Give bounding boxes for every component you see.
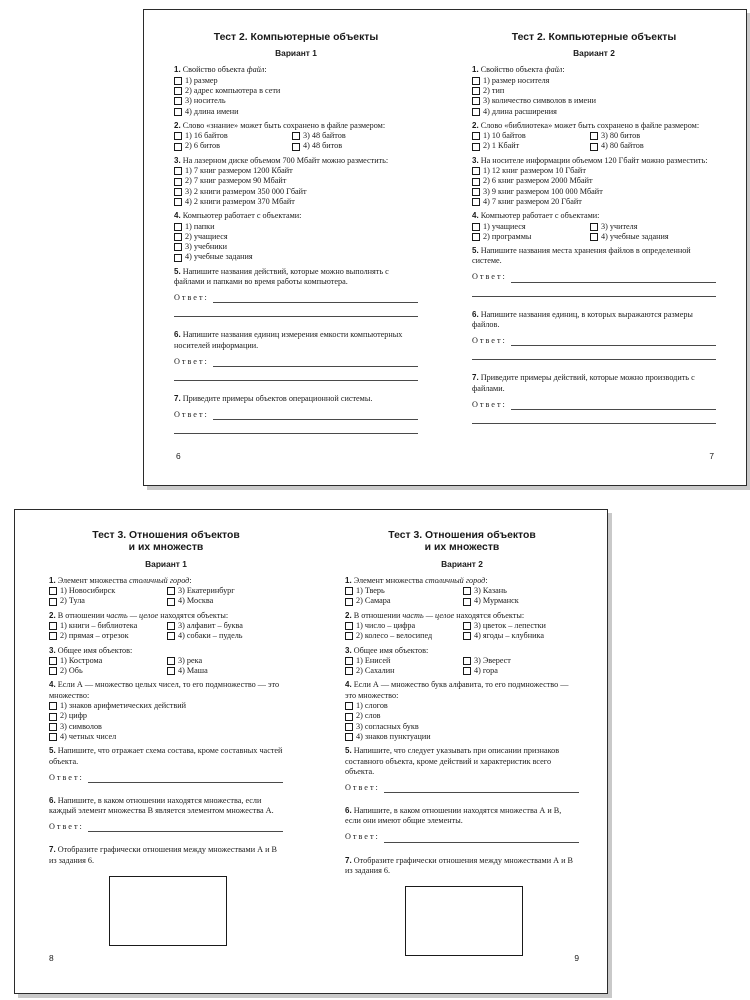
question-text: 6. Напишите названия единиц, в которых выражаются размеры файлов. (472, 309, 693, 330)
option[interactable]: 1) папки (174, 222, 418, 232)
option[interactable]: 3) 9 книг размером 100 000 Мбайт (472, 187, 716, 197)
checkbox[interactable] (472, 132, 480, 140)
option[interactable]: 1) знаков арифметических действий (49, 701, 283, 711)
question-2 (472, 121, 716, 152)
option[interactable]: 4) четных чисел (49, 732, 283, 742)
question-text: 4. Компьютер работает с объектами: (174, 211, 302, 221)
question-text: 1. Элемент множества столичный город: (49, 575, 192, 585)
option[interactable]: 3) цветок – лепестки (463, 621, 579, 631)
answer-label: Ответ: (49, 822, 84, 832)
question-7 (472, 373, 716, 424)
checkbox[interactable] (472, 87, 480, 95)
question-4 (345, 680, 579, 742)
question-6 (472, 310, 716, 361)
option[interactable]: 1) размер (174, 76, 418, 86)
answer-line[interactable] (384, 835, 579, 843)
checkbox[interactable] (174, 77, 182, 85)
option[interactable]: 2) 7 книг размером 90 Мбайт (174, 176, 418, 186)
option[interactable]: 4) ягоды – клубника (463, 631, 579, 641)
checkbox[interactable] (174, 198, 182, 206)
answer-line[interactable] (384, 785, 579, 793)
checkbox[interactable] (174, 254, 182, 262)
option[interactable]: 2) тип (472, 86, 716, 96)
answer-line[interactable] (511, 402, 716, 410)
option[interactable]: 4) учебные задания (174, 252, 418, 262)
page-number: 7 (709, 451, 714, 461)
question-text: 3. На лазерном диске объемом 700 Мбайт можно разместить: (174, 155, 389, 165)
test3-spread (14, 509, 608, 994)
option[interactable]: 1) учащиеся (472, 222, 590, 232)
checkbox[interactable] (49, 713, 57, 721)
answer-line[interactable] (472, 346, 716, 360)
answer-label: Ответ: (49, 772, 84, 782)
question-text: 6. Напишите названия единиц измерения емкости компьютерных носителей информации. (174, 330, 403, 350)
answer-label: Ответ: (345, 832, 380, 842)
option[interactable]: 3) река (167, 656, 283, 666)
answer-line[interactable] (213, 359, 418, 367)
question-text: 2. В отношении часть — целое находятся объекты: (49, 610, 229, 620)
answer-label: Ответ: (174, 409, 209, 419)
checkbox[interactable] (345, 713, 353, 721)
question-2 (49, 611, 283, 642)
checkbox[interactable] (292, 143, 300, 151)
question-text: 3. Общее имя объектов: (49, 645, 133, 655)
question-text: 6. Напишите, в каком отношении находятся множества А и В, если они имеют общие элементы. (345, 806, 562, 826)
option[interactable]: 3) носитель (174, 96, 418, 106)
option[interactable]: 2) слов (345, 711, 579, 721)
question-text: 5. Напишите названия места хранения файлов в определенной системе. (472, 246, 691, 266)
checkbox[interactable] (472, 178, 480, 186)
question-2 (345, 611, 579, 642)
question-5 (345, 746, 579, 793)
question-3 (345, 646, 579, 677)
checkbox[interactable] (472, 77, 480, 85)
answer-line[interactable] (88, 824, 283, 832)
checkbox[interactable] (174, 167, 182, 175)
checkbox[interactable] (49, 733, 57, 741)
checkbox[interactable] (345, 632, 353, 640)
answer-label: Ответ: (345, 782, 380, 792)
option[interactable]: 3) 2 книги размером 350 000 Гбайт (174, 187, 418, 197)
checkbox[interactable] (174, 87, 182, 95)
checkbox[interactable] (292, 132, 300, 140)
question-text: 2. В отношении часть — целое находятся объекты: (345, 610, 525, 620)
question-1 (472, 65, 716, 116)
test-title: Тест 3. Отношения объектов и их множеств (388, 530, 536, 554)
checkbox[interactable] (49, 667, 57, 675)
question-text: 5. Напишите названия действий, которые можно выполнять с файлами и папками во время работы компьютера. (174, 266, 389, 287)
checkbox[interactable] (49, 622, 57, 630)
question-text: 5. Напишите, что отражает схема состава, кроме составных частей объекта. (49, 746, 283, 766)
checkbox[interactable] (463, 632, 471, 640)
checkbox[interactable] (174, 233, 182, 241)
option[interactable]: 1) Кострома (49, 656, 167, 666)
variant-heading: Вариант 1 (275, 48, 317, 59)
option[interactable]: 2) учащиеся (174, 232, 418, 242)
option[interactable]: 1) число – цифра (345, 621, 463, 631)
answer-line[interactable] (213, 412, 418, 420)
page-7 (472, 10, 716, 485)
question-6 (345, 806, 579, 843)
checkbox[interactable] (472, 198, 480, 206)
option[interactable]: 4) собаки – пудель (167, 631, 283, 641)
checkbox[interactable] (345, 702, 353, 710)
checkbox[interactable] (167, 657, 175, 665)
option[interactable]: 3) учителя (590, 222, 716, 232)
checkbox[interactable] (472, 167, 480, 175)
question-text: 7. Приведите примеры объектов операционной системы. (174, 393, 373, 403)
option[interactable]: 2) 6 книг размером 2000 Мбайт (472, 176, 716, 186)
variant-heading: Вариант 1 (145, 558, 187, 569)
answer-label: Ответ: (472, 336, 507, 346)
checkbox[interactable] (590, 233, 598, 241)
question-text: 7. Приведите примеры действий, которые можно производить с файлами. (472, 373, 695, 393)
checkbox[interactable] (590, 143, 598, 151)
question-7 (174, 394, 418, 434)
checkbox[interactable] (174, 143, 182, 151)
checkbox[interactable] (174, 243, 182, 251)
question-text: 3. На носителе информации объемом 120 Гбайт можно разместить: (472, 155, 708, 165)
question-3 (49, 646, 283, 677)
checkbox[interactable] (345, 657, 353, 665)
question-5 (49, 746, 283, 783)
question-6 (174, 330, 418, 381)
variant-heading: Вариант 2 (441, 558, 483, 569)
option[interactable]: 1) слогов (345, 701, 579, 711)
checkbox[interactable] (49, 632, 57, 640)
checkbox[interactable] (167, 632, 175, 640)
option[interactable]: 1) 7 книг размером 1200 Кбайт (174, 166, 418, 176)
option[interactable]: 3) Эверест (463, 656, 579, 666)
checkbox[interactable] (167, 667, 175, 675)
option[interactable]: 1) 10 байтов (472, 131, 590, 141)
question-5 (472, 246, 716, 297)
option[interactable]: 4) гора (463, 666, 579, 676)
question-4 (49, 680, 283, 742)
option[interactable]: 2) адрес компьютера в сети (174, 86, 418, 96)
drawing-area[interactable] (109, 876, 227, 946)
option[interactable]: 3) символов (49, 722, 283, 732)
option[interactable]: 4) 80 байтов (590, 141, 716, 151)
option[interactable]: 4) учебные задания (590, 232, 716, 242)
checkbox[interactable] (167, 622, 175, 630)
question-5 (174, 267, 418, 318)
drawing-area[interactable] (405, 886, 523, 956)
test-title: Тест 3. Отношения объектов и их множеств (92, 530, 240, 554)
checkbox[interactable] (49, 587, 57, 595)
option[interactable]: 4) знаков пунктуации (345, 732, 579, 742)
option[interactable]: 4) Маша (167, 666, 283, 676)
option[interactable]: 4) длина расширения (472, 107, 716, 117)
checkbox[interactable] (49, 723, 57, 731)
page-6 (174, 10, 418, 485)
checkbox[interactable] (590, 223, 598, 231)
option[interactable]: 2) программы (472, 232, 590, 242)
option[interactable]: 2) Обь (49, 666, 167, 676)
answer-line[interactable] (213, 295, 418, 303)
option[interactable]: 1) 16 байтов (174, 131, 292, 141)
question-text: 3. Общее имя объектов: (345, 645, 429, 655)
option[interactable]: 2) 1 Кбайт (472, 141, 590, 151)
test2-spread (143, 9, 747, 486)
answer-label: Ответ: (174, 293, 209, 303)
checkbox[interactable] (345, 667, 353, 675)
answer-line[interactable] (174, 367, 418, 381)
checkbox[interactable] (174, 223, 182, 231)
checkbox[interactable] (345, 622, 353, 630)
option[interactable]: 2) прямая – отрезок (49, 631, 167, 641)
test-title: Тест 2. Компьютерные объекты (213, 32, 379, 43)
answer-line[interactable] (511, 275, 716, 283)
question-text: 1. Свойство объекта файл: (472, 65, 565, 75)
question-6 (49, 796, 283, 833)
checkbox[interactable] (472, 97, 480, 105)
question-1 (345, 576, 579, 607)
option[interactable]: 4) 2 книги размером 370 Мбайт (174, 197, 418, 207)
page-number: 6 (176, 451, 181, 461)
option[interactable]: 3) 80 битов (590, 131, 716, 141)
checkbox[interactable] (472, 223, 480, 231)
question-4 (174, 211, 418, 262)
page-8 (49, 510, 283, 993)
checkbox[interactable] (49, 598, 57, 606)
checkbox[interactable] (472, 233, 480, 241)
checkbox[interactable] (174, 178, 182, 186)
checkbox[interactable] (463, 657, 471, 665)
question-text: 1. Элемент множества столичный город: (345, 575, 488, 585)
checkbox[interactable] (174, 97, 182, 105)
question-text: 4. Если А — множество целых чисел, то его подмножество — это множество: (49, 680, 280, 700)
option[interactable]: 2) цифр (49, 711, 283, 721)
option[interactable]: 4) 48 битов (292, 141, 418, 151)
question-text: 4. Если А — множество букв алфавита, то его подмножество — это множество: (345, 680, 569, 700)
answer-line[interactable] (472, 283, 716, 297)
option[interactable]: 3) алфавит – буква (167, 621, 283, 631)
question-text: 6. Напишите, в каком отношении находятся множества, если каждый элемент множества В является элементом множества А. (49, 795, 274, 816)
option[interactable]: 3) учебники (174, 242, 418, 252)
checkbox[interactable] (463, 622, 471, 630)
answer-line[interactable] (88, 775, 283, 783)
checkbox[interactable] (174, 108, 182, 116)
question-2 (174, 121, 418, 152)
question-7 (345, 856, 579, 957)
page-number: 8 (49, 953, 54, 963)
question-text: 7. Отобразите графически отношения между множествами А и В из задания 6. (49, 845, 277, 865)
option[interactable]: 2) Сахалин (345, 666, 463, 676)
checkbox[interactable] (345, 587, 353, 595)
option[interactable]: 3) Казань (463, 586, 579, 596)
option[interactable]: 1) книги – библиотека (49, 621, 167, 631)
variant-heading: Вариант 2 (573, 48, 615, 59)
question-text: 4. Компьютер работает с объектами: (472, 211, 600, 221)
option[interactable]: 2) Тула (49, 596, 167, 606)
question-7 (49, 845, 283, 946)
checkbox[interactable] (472, 188, 480, 196)
question-text: 7. Отобразите графически отношения между множествами А и В из задания 6. (345, 855, 573, 876)
option[interactable]: 4) Мурманск (463, 596, 579, 606)
question-4 (472, 211, 716, 242)
question-text: 2. Слово «библиотека» может быть сохранено в файле размером: (472, 120, 700, 130)
option[interactable]: 2) 6 битов (174, 141, 292, 151)
checkbox[interactable] (345, 733, 353, 741)
option[interactable]: 3) Екатеринбург (167, 586, 283, 596)
checkbox[interactable] (345, 723, 353, 731)
question-3 (472, 156, 716, 207)
option[interactable]: 4) Москва (167, 596, 283, 606)
option[interactable]: 1) Енисей (345, 656, 463, 666)
test-title: Тест 2. Компьютерные объекты (511, 32, 677, 43)
question-text: 2. Слово «знание» может быть сохранено в файле размером: (174, 120, 386, 130)
checkbox[interactable] (463, 598, 471, 606)
question-1 (49, 576, 283, 607)
checkbox[interactable] (590, 132, 598, 140)
checkbox[interactable] (463, 667, 471, 675)
question-text: 5. Напишите, что следует указывать при описании признаков составного объекта, кроме действий и характеристик всего объекта. (345, 746, 560, 776)
page-9 (345, 510, 579, 993)
option[interactable]: 2) Самара (345, 596, 463, 606)
answer-label: Ответ: (472, 272, 507, 282)
checkbox[interactable] (174, 188, 182, 196)
answer-line[interactable] (174, 420, 418, 434)
answer-label: Ответ: (472, 399, 507, 409)
question-1 (174, 65, 418, 116)
answer-line[interactable] (472, 410, 716, 424)
option[interactable]: 3) согласных букв (345, 722, 579, 732)
question-3 (174, 156, 418, 207)
answer-line[interactable] (174, 303, 418, 317)
option[interactable]: 4) длина имени (174, 107, 418, 117)
page-number: 9 (574, 953, 579, 963)
checkbox[interactable] (472, 143, 480, 151)
question-text: 1. Свойство объекта файл: (174, 65, 267, 75)
option[interactable]: 1) Новосибирск (49, 586, 167, 596)
option[interactable]: 3) 48 байтов (292, 131, 418, 141)
checkbox[interactable] (167, 587, 175, 595)
checkbox[interactable] (49, 702, 57, 710)
checkbox[interactable] (345, 598, 353, 606)
answer-line[interactable] (511, 338, 716, 346)
option[interactable]: 4) 7 книг размером 20 Гбайт (472, 197, 716, 207)
checkbox[interactable] (463, 587, 471, 595)
option[interactable]: 2) колесо – велосипед (345, 631, 463, 641)
checkbox[interactable] (167, 598, 175, 606)
option[interactable]: 1) Тверь (345, 586, 463, 596)
answer-label: Ответ: (174, 356, 209, 366)
option[interactable]: 3) количество символов в имени (472, 96, 716, 106)
checkbox[interactable] (472, 108, 480, 116)
checkbox[interactable] (174, 132, 182, 140)
option[interactable]: 1) 12 книг размером 10 Гбайт (472, 166, 716, 176)
option[interactable]: 1) размер носителя (472, 76, 716, 86)
checkbox[interactable] (49, 657, 57, 665)
